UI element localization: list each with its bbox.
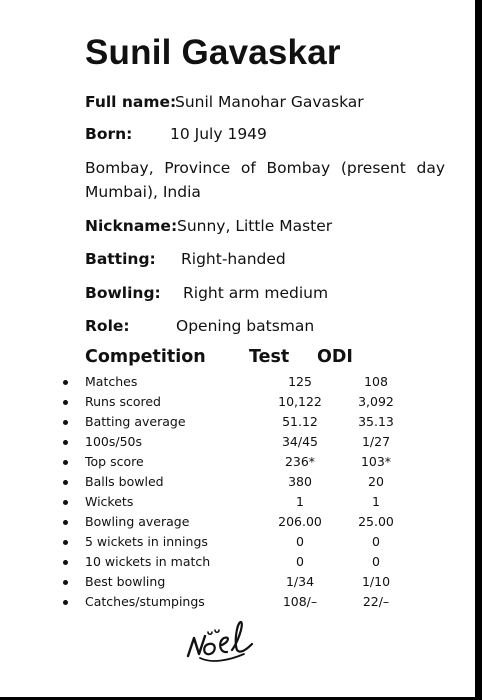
bowling-value: Right arm medium xyxy=(183,284,329,302)
stat-odi-value: 20 xyxy=(368,474,384,489)
test-header: Test xyxy=(249,347,290,367)
stat-test-value: 108/– xyxy=(282,594,318,609)
stat-name: Bowling average xyxy=(85,514,190,529)
stat-odi-value: 35.13 xyxy=(358,414,394,429)
bowling-label: Bowling: xyxy=(85,284,161,302)
stat-name: 100s/50s xyxy=(85,434,143,449)
full-name-label: Full name: xyxy=(85,93,177,111)
odi-header: ODI xyxy=(317,347,353,367)
stat-name: Matches xyxy=(85,374,138,389)
born-row xyxy=(85,125,267,143)
bullet-icon xyxy=(63,540,68,545)
stat-test-value: 10,122 xyxy=(278,394,322,409)
batting-value: Right-handed xyxy=(181,250,286,268)
stat-name: Best bowling xyxy=(85,574,166,589)
stat-name: 5 wickets in innings xyxy=(85,534,208,549)
born-date: 10 July 1949 xyxy=(170,125,267,143)
bullet-icon xyxy=(63,600,68,605)
stat-test-value: 51.12 xyxy=(282,414,318,429)
stat-name: Batting average xyxy=(85,414,186,429)
stat-test-value: 1/34 xyxy=(285,574,315,589)
stat-name: Catches/stumpings xyxy=(85,594,205,609)
stat-odi-value: 103* xyxy=(360,454,392,469)
bullet-icon xyxy=(63,480,68,485)
stat-test-value: 125 xyxy=(288,374,312,389)
signature-icon xyxy=(182,612,262,672)
bullet-icon xyxy=(63,560,68,565)
stat-odi-value: 22/– xyxy=(362,594,390,609)
bullet-icon xyxy=(63,420,68,425)
stat-test-value: 0 xyxy=(296,554,304,569)
role-row xyxy=(85,317,315,335)
stat-odi-value: 0 xyxy=(372,534,380,549)
bullet-icon xyxy=(63,440,68,445)
stat-test-value: 206.00 xyxy=(278,514,322,529)
role-label: Role: xyxy=(85,317,130,335)
bowling-row xyxy=(85,284,329,302)
stat-name: Runs scored xyxy=(85,394,161,409)
player-name: Sunil Gavaskar xyxy=(85,33,341,72)
birthplace: Bombay, Province of Bombay (present day Mumbai), India xyxy=(85,159,445,201)
nickname-row xyxy=(85,217,333,235)
stat-test-value: 236* xyxy=(284,454,316,469)
stat-odi-value: 3,092 xyxy=(358,394,394,409)
stat-test-value: 380 xyxy=(288,474,312,489)
full-name-row xyxy=(85,93,364,111)
stat-name: Balls bowled xyxy=(85,474,164,489)
bullet-icon xyxy=(63,520,68,525)
card-edge-right xyxy=(475,0,482,700)
stat-name: Top score xyxy=(85,454,144,469)
bullet-icon xyxy=(63,460,68,465)
born-label: Born: xyxy=(85,125,133,143)
stat-odi-value: 108 xyxy=(364,374,388,389)
batting-label: Batting: xyxy=(85,250,156,268)
nickname-label: Nickname: xyxy=(85,217,178,235)
role-value: Opening batsman xyxy=(176,317,315,335)
batting-row xyxy=(85,250,286,268)
competition-header: Competition xyxy=(85,347,206,367)
stat-odi-value: 1 xyxy=(372,494,380,509)
bullet-icon xyxy=(63,400,68,405)
bullet-icon xyxy=(63,500,68,505)
stat-odi-value: 25.00 xyxy=(358,514,394,529)
stat-odi-value: 1/27 xyxy=(361,434,391,449)
stat-name: 10 wickets in match xyxy=(85,554,211,569)
nickname-value: Sunny, Little Master xyxy=(177,217,333,235)
stat-odi-value: 0 xyxy=(372,554,380,569)
bullet-icon xyxy=(63,380,68,385)
stat-test-value: 1 xyxy=(296,494,304,509)
full-name-value: Sunil Manohar Gavaskar xyxy=(175,93,364,111)
stat-test-value: 0 xyxy=(296,534,304,549)
bullet-icon xyxy=(63,580,68,585)
stat-odi-value: 1/10 xyxy=(361,574,391,589)
stat-name: Wickets xyxy=(85,494,134,509)
stat-test-value: 34/45 xyxy=(281,434,319,449)
